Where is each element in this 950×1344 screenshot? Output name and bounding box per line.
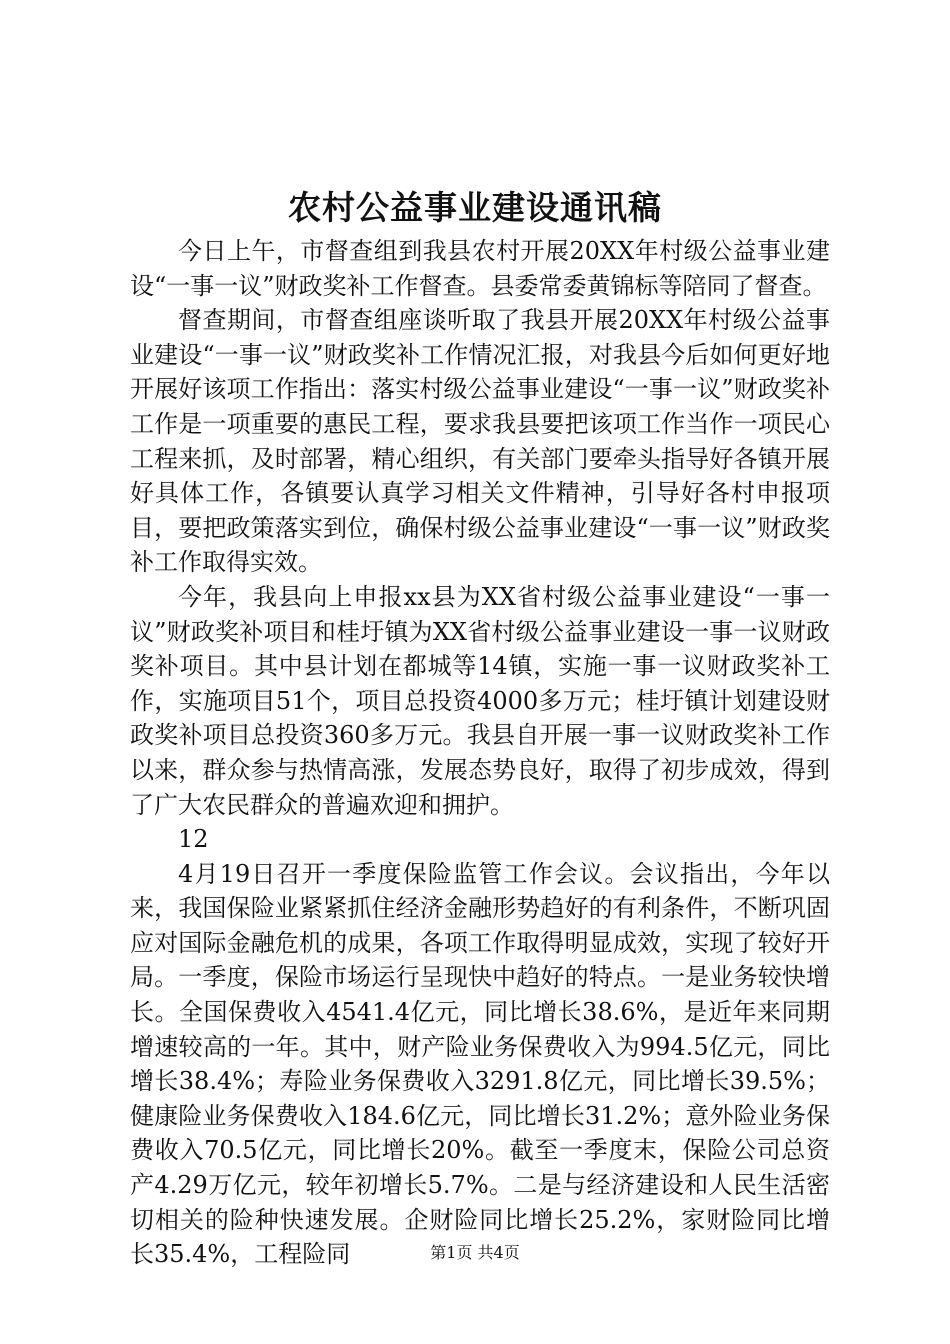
- paragraph-5: 4月19日召开一季度保险监管工作会议。会议指出，今年以来，我国保险业紧紧抓住经济金融形势趋好的有利条件，不断巩固应对国际金融危机的成果，各项工作取得明显成效，实现了较好开局。一季度，保险市场运行呈现快中趋好的特点。一是业务较快增长。全国保费收入4541.4亿元，同比增长38.6%，是近年来同期增速较高的一年。其中，财产险业务保费收入为994.5亿元，同比增长38.4%；寿险业务保费收入3291.8亿元，同比增长39.5%；健康险业务保费收入184.6亿元，同比增长31.2%；意外险业务保费收入70.5亿元，同比增长20%。截至一季度末，保险公司总资产4.29万亿元，较年初增长5.7%。二是与经济建设和人民生活密切相关的险种快速发展。企财险同比增长25.2%，家财险同比增长35.4%，工程险同: [130, 859, 830, 1269]
- page-indicator: 第1页 共4页: [430, 1243, 520, 1262]
- paragraph-1: 今日上午，市督查组到我县农村开展20XX年村级公益事业建设“一事一议”财政奖补工作督查。县委常委黄锦标等陪同了督查。: [130, 237, 830, 300]
- document-body: [130, 234, 830, 1272]
- document-title: 农村公益事业建设通讯稿: [288, 188, 662, 227]
- paragraph-2: 督查期间，市督查组座谈听取了我县开展20XX年村级公益事业建设“一事一议”财政奖补工作情况汇报，对我县今后如何更好地开展好该项工作指出：落实村级公益事业建设“一事一议”财政奖补工作是一项重要的惠民工程，要求我县要把该项工作当作一项民心工程来抓，及时部署，精心组织，有关部门要牵头指导好各镇开展好具体工作，各镇要认真学习相关文件精神，引导好各村申报项目，要把政策落实到位，确保村级公益事业建设“一事一议”财政奖补工作取得实效。: [130, 306, 830, 577]
- paragraph-3: 今年，我县向上申报xx县为XX省村级公益事业建设“一事一议”财政奖补项目和桂圩镇为XX省村级公益事业建设一事一议财政奖补项目。其中县计划在都城等14镇，实施一事一议财政奖补工作，实施项目51个，项目总投资4000多万元；桂圩镇计划建设财政奖补项目总投资360多万元。我县自开展一事一议财政奖补工作以来，群众参与热情高涨，发展态势良好，取得了初步成效，得到了广大农民群众的普遍欢迎和拥护。: [130, 582, 830, 819]
- paragraph-4: 12: [178, 825, 209, 854]
